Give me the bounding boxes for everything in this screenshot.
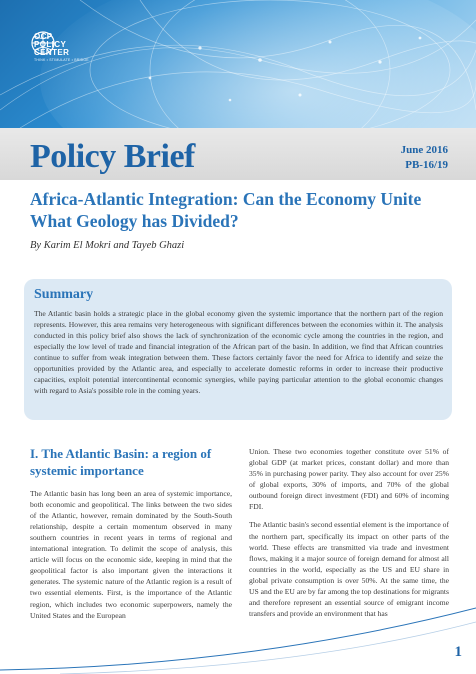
header-banner <box>0 0 476 128</box>
body-paragraph: The Atlantic basin has long been an area of systemic importance, both economic and geopolitical. The links between the two sides of the Atlantic, however, remain dominated by the South-South relationship, despite a certain momentum observed in many southern countries in recent years in terms of regional and international integration. To delimit the scope of analysis, this article will focus on the economic side, keeping in mind that the geopolitical factor is also important given the interactions it generates. The systemic nature of the Atlantic region is a result of two essential elements. First, is the importance of the Atlantic region, which includes two economic superpowers, namely the United States and the European <box>30 488 232 620</box>
globe-grid-icon <box>30 30 60 56</box>
footer-swoosh <box>0 600 476 674</box>
page-number: 1 <box>454 644 462 660</box>
logo-word-policy: POLICY <box>34 40 67 50</box>
publication-reference: PB-16/19 <box>405 158 448 171</box>
article-authors: By Karim El Mokri and Tayeb Ghazi <box>30 240 185 251</box>
logo-word-ocp: OCP <box>34 32 53 42</box>
article-title: Africa-Atlantic Integration: Can the Economy Unite What Geology has Divided? <box>30 189 422 231</box>
publication-info <box>401 143 448 173</box>
summary-heading: Summary <box>34 287 94 302</box>
summary-box <box>24 279 452 420</box>
ocp-logo <box>30 30 104 66</box>
logo-tagline: THINK • STIMULATE • BRIDGE <box>34 58 89 63</box>
summary-text: The Atlantic basin holds a strategic place in the global economy given the systemic importance that the northern part of the region represents. However, this area remains very heterogeneous with significant differences between the economies within it. The analysis conducted in this policy brief also shows the lack of synchronization of the economic cycle among the countries in the region, and especially the low level of trade and financial integration of the African part of the basin. In addition, we find that African countries continue to suffer from weak integration between them. These factors certainly favor the need for Africa to identify and seize the opportunities provided by the Atlantic area, and especially to accelerate domestic reforms in order to increase their productive capacities, exploit potential intercontinental economic synergies, while paying particular attention to the global economic changes with regard to Asia's possible role in the coming years. <box>34 309 443 395</box>
publication-date: June 2016 <box>400 144 448 156</box>
logo-word-center: CENTER <box>34 48 70 58</box>
section-heading: I. The Atlantic Basin: a region of systemic importance <box>30 446 212 478</box>
body-paragraph: The Atlantic basin's second essential element is the importance of the northern part, specifically its impact on other parts of the world. These effects are transmitted via trade and investment flows, making it a major source of foreign demand for almost all countries in the world, especially as the US and EU share in global private consumption is over 50%. At the same time, the US and the EU are by far among the top destinations for migrants and therefore represent an essential source of emigrant income transfers and provide an environment that has <box>249 520 449 619</box>
page-title: Policy Brief <box>30 138 195 175</box>
body-paragraph: Union. These two economies together constitute over 51% of global GDP (at market prices, constant dollar) and more than 35% in purchasing power parity. They also account for over 25% of global exports, 30% of imports, and 70% of the global outbound foreign direct investment (FDI) and 60% of incoming FDI. <box>249 447 449 512</box>
